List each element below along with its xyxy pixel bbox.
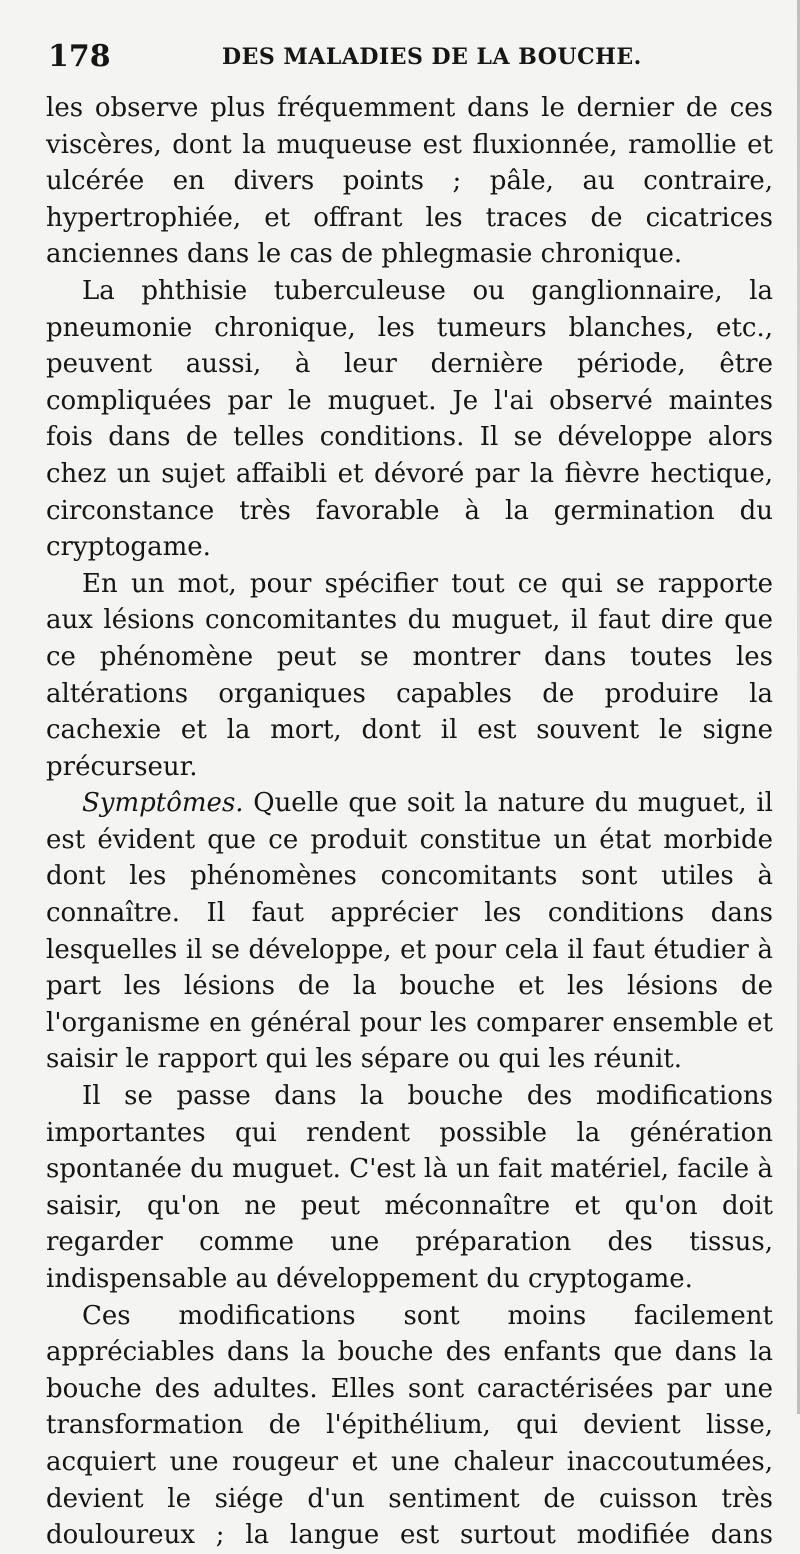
paragraph-modifications-appreciables: Ces modifications sont moins facilement appréciables dans la bouche des enfants que dans la bouche des adultes. Elles sont caractérisées par une transformation de l'épithélium, qui devient lisse, acquiert une rougeur et une chaleur inaccoutumées, devient le siége d'un sentiment de cuisson très douloureux ; la langue est surtout modifiée dans (46, 1300, 773, 1551)
paragraph-phthisie: La phthisie tuberculeuse ou ganglionnaire, la pneumonie chronique, les tumeurs blanches, etc., peuvent aussi, à leur dernière période, être compliquées par le muguet. Je l'ai observé maintes fois dans de telles conditions. Il se développe alors chez un sujet affaibli et dévoré par la fièvre hectique, circonstance très favorable à la germination du cryptogame. (46, 275, 773, 563)
running-title: DES MALADIES DE LA BOUCHE. (222, 44, 642, 70)
paragraph-continuation: les observe plus fréquemment dans le dernier de ces viscères, dont la muqueuse est fluxionnée, ramollie et ulcérée en divers points ; pâle, au contraire, hypertrophiée, et offrant les traces de cicatrices anciennes dans le cas de phlegmasie chronique. (46, 93, 773, 270)
section-heading: Symptômes. (82, 788, 244, 819)
paragraph-symptomes (46, 785, 773, 1078)
running-head (46, 28, 776, 90)
body-text (46, 90, 773, 1554)
paragraph-lesions-concomitantes: En un mot, pour spécifier tout ce qui se rapporte aux lésions concomitantes du muguet, il faut dire que ce phénomène peut se montrer dans toutes les altérations organiques capables de produire la cachexie et la mort, dont il est souvent le signe précurseur. (46, 568, 773, 782)
paragraph-symptomes-text: Quelle que soit la nature du muguet, il est évident que ce produit constitue un état morbide dont les phénomènes concomitants sont utiles à connaître. Il faut apprécier les conditions dans lesquelles il se développe, et pour cela il faut étudier à part les lésions de la bouche et les lésions de l'organisme en général pour les comparer ensemble et saisir le rapport qui les sépare ou qui les réunit. (46, 788, 773, 1075)
page-number: 178 (48, 39, 111, 74)
paragraph-modifications-bouche: Il se passe dans la bouche des modifications importantes qui rendent possible la génération spontanée du muguet. C'est là un fait matériel, facile à saisir, qu'on ne peut méconnaître et qu'on doit regarder comme une préparation des tissus, indispensable au développement du cryptogame. (46, 1081, 773, 1294)
